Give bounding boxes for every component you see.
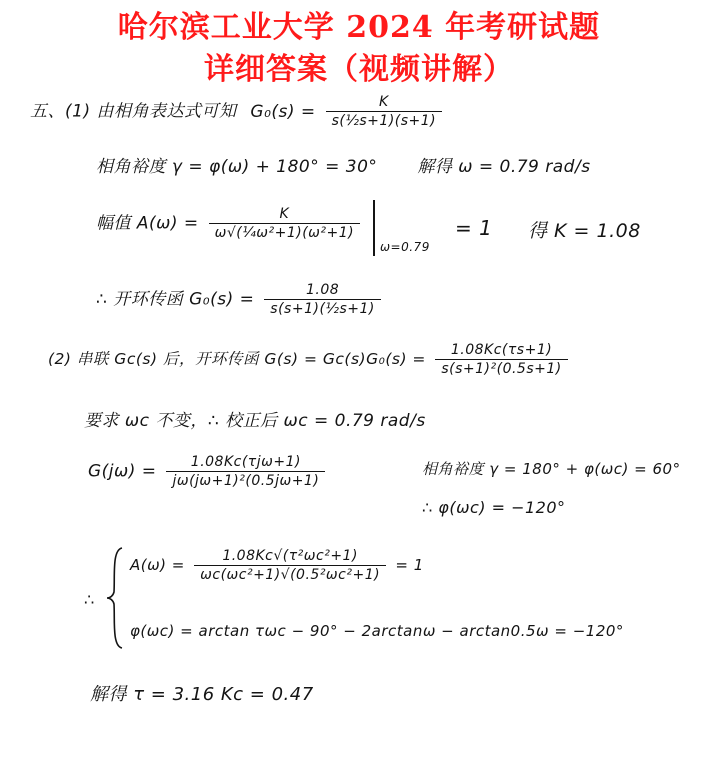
gjw-numerator: 1.08Kc(τjω+1) [190, 454, 301, 470]
open-loop-fraction [264, 282, 381, 317]
part2-line-gjw [88, 454, 329, 489]
part1-label: 五、(1) 由相角表达式可知 [30, 101, 237, 122]
open-loop-numerator: 1.08 [306, 282, 340, 298]
system-eq-magnitude [130, 548, 424, 583]
g0-lhs: G₀(s) = [250, 101, 316, 122]
sys-a-numerator: 1.08Kc√(τ²ωc²+1) [222, 548, 358, 564]
sys-a-denominator: ωc(ωc²+1)√(0.5²ωc²+1) [194, 565, 386, 583]
therefore-symbol: ∴ [84, 590, 95, 609]
system-brace [104, 546, 126, 650]
g-fraction [435, 342, 567, 377]
g0-denominator: s(½s+1)(s+1) [326, 111, 443, 129]
magnitude-denominator: ω√(¼ω²+1)(ω²+1) [209, 223, 361, 241]
part2-line-g [48, 342, 572, 377]
part1-line-magnitude [96, 206, 364, 241]
gjw-denominator: jω(jω+1)²(0.5jω+1) [166, 471, 325, 489]
page-title: 哈尔滨工业大学 2024 年考研试题 [117, 10, 601, 45]
requirement-text: 要求 ωc 不变，∴ 校正后 ωc = 0.79 rad/s [84, 411, 426, 431]
part1-line-g0 [30, 94, 446, 129]
phase-margin2-text: 相角裕度 γ = 180° + φ(ωc) = 60° [422, 460, 681, 478]
sys-a-rhs: = 1 [395, 556, 424, 574]
open-loop-denominator: s(s+1)(½s+1) [264, 299, 381, 317]
solve-w-text: 解得 ω = 0.79 rad/s [417, 157, 591, 177]
page-subtitle: 详细答案（视频讲解） [204, 52, 514, 87]
evaluation-bar [373, 200, 375, 256]
final-solution-text: 解得 τ = 3.16 Kc = 0.47 [90, 684, 314, 705]
g0-fraction [326, 94, 443, 129]
phase-margin-text: 相角裕度 γ = φ(ω) + 180° = 30° [96, 157, 378, 177]
eval-at-text: ω=0.79 [380, 240, 430, 254]
equals-one-text: = 1 [455, 216, 493, 240]
part1-line-openloop [96, 282, 385, 317]
sys-a-lhs: A(ω) = [130, 556, 185, 574]
gjw-lhs: G(jω) = [88, 461, 157, 482]
part2-label: (2) 串联 Gc(s) 后，开环传函 G(s) = Gc(s)G₀(s) = [48, 350, 426, 368]
part1-line-phase [96, 152, 591, 177]
magnitude-numerator: K [279, 206, 290, 222]
gjw-fraction [166, 454, 325, 489]
open-loop-lhs: ∴ 开环传函 G₀(s) = [96, 289, 255, 310]
magnitude-fraction [209, 206, 361, 241]
sys-a-fraction [194, 548, 386, 583]
system-eq-phase: φ(ωc) = arctan τωc − 90° − 2arctanω − arctan0.5ω = −120° [130, 622, 624, 640]
k-result-text: 得 K = 1.08 [528, 220, 641, 242]
g-denominator: s(s+1)²(0.5s+1) [435, 359, 567, 377]
magnitude-lhs: 幅值 A(ω) = [96, 213, 199, 234]
g0-numerator: K [379, 94, 389, 110]
g-numerator: 1.08Kc(τs+1) [450, 342, 553, 358]
phi-result-text: ∴ φ(ωc) = −120° [422, 498, 566, 517]
